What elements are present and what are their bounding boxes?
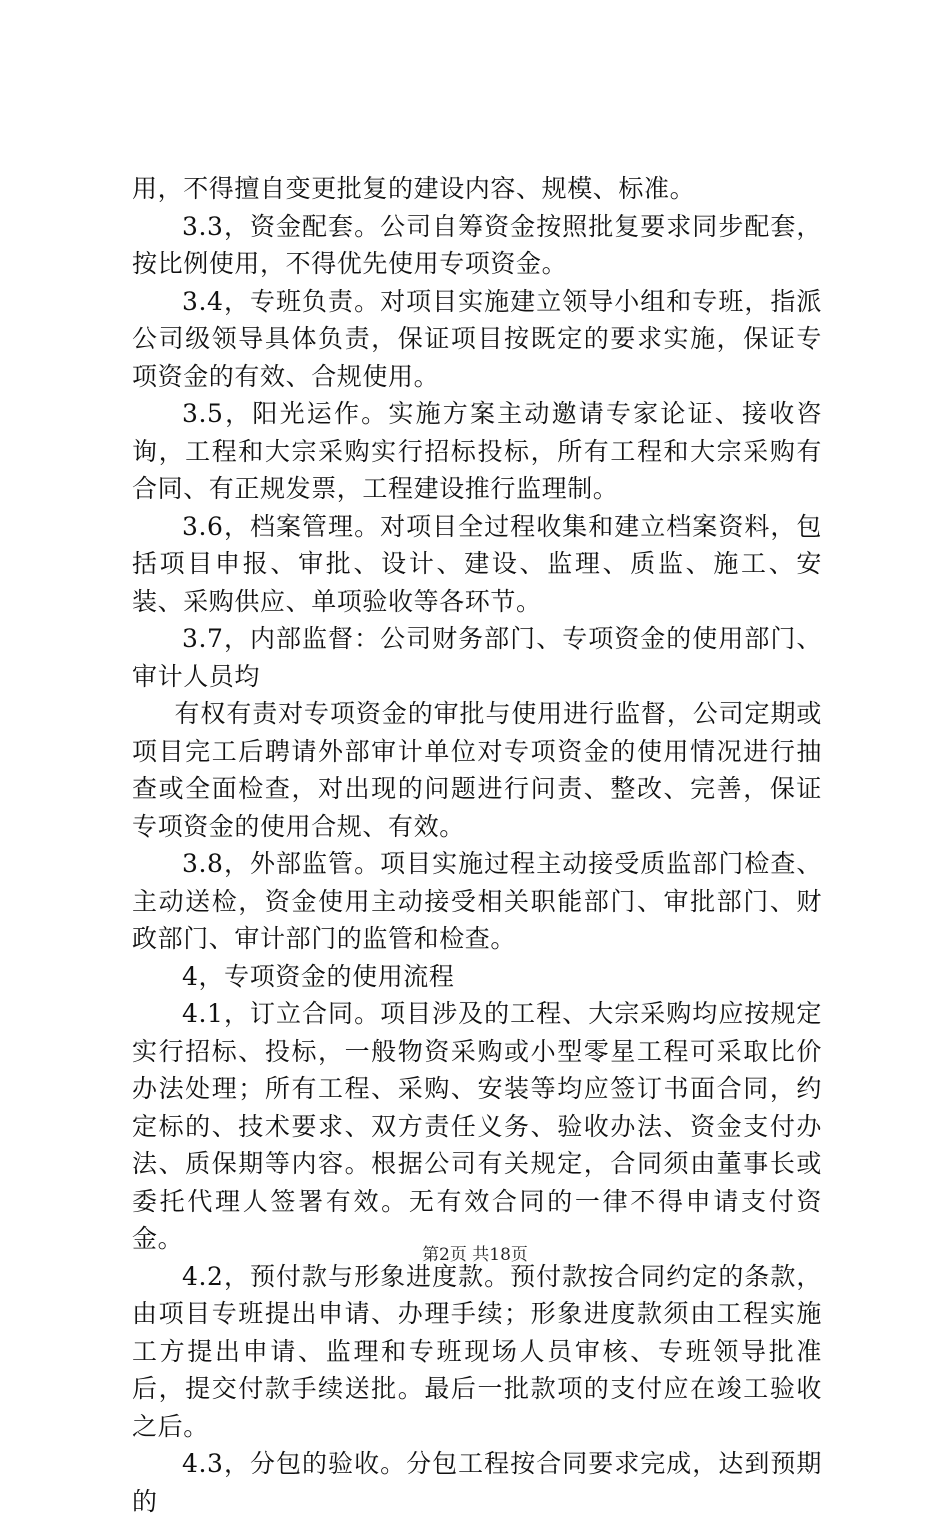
paragraph-3-5: 3.5，阳光运作。实施方案主动邀请专家论证、接收咨询，工程和大宗采购实行招标投标，所有工程和大宗采购有合同、有正规发票，工程建设推行监理制。 bbox=[132, 399, 822, 503]
document-body bbox=[132, 170, 822, 1520]
paragraph-3-6: 3.6，档案管理。对项目全过程收集和建立档案资料，包括项目申报、审批、设计、建设、监理、质监、施工、安装、采购供应、单项验收等各环节。 bbox=[132, 511, 822, 616]
paragraph-4-2: 4.2，预付款与形象进度款。预付款按合同约定的条款，由项目专班提出申请、办理手续；形象进度款须由工程实施工方提出申请、监理和专班现场人员审核、专班领导批准后，提交付款手续送批。最后一批款项的支付应在竣工验收之后。 bbox=[132, 1261, 822, 1441]
paragraph-3-3: 3.3，资金配套。公司自筹资金按照批复要求同步配套，按比例使用，不得优先使用专项资金。 bbox=[132, 211, 822, 278]
section-heading-4: 4，专项资金的使用流程 bbox=[182, 961, 455, 991]
paragraph-4-1: 4.1，订立合同。项目涉及的工程、大宗采购均应按规定实行招标、投标，一般物资采购或小型零星工程可采取比价办法处理；所有工程、采购、安装等均应签订书面合同，约定标的、技术要求、双方责任义务、验收办法、资金支付办法、质保期等内容。根据公司有关规定，合同须由董事长或委托代理人签署有效。无有效合同的一律不得申请支付资金。 bbox=[132, 999, 822, 1253]
paragraph-continuation: 用，不得擅自变更批复的建设内容、规模、标准。 bbox=[132, 174, 696, 203]
paragraph-3-4: 3.4，专班负责。对项目实施建立领导小组和专班，指派公司级领导具体负责，保证项目按既定的要求实施，保证专项资金的有效、合规使用。 bbox=[132, 286, 822, 391]
paragraph-3-7-continued: 有权有责对专项资金的审批与使用进行监督，公司定期或项目完工后聘请外部审计单位对专项资金的使用情况进行抽查或全面检查，对出现的问题进行问责、整改、完善，保证专项资金的使用合规、有效。 bbox=[132, 699, 822, 841]
paragraph-3-8: 3.8，外部监管。项目实施过程主动接受质监部门检查、主动送检，资金使用主动接受相关职能部门、审批部门、财政部门、审计部门的监管和检查。 bbox=[132, 849, 822, 953]
page-number-footer: 第2页 共18页 bbox=[422, 1245, 528, 1265]
paragraph-4-3: 4.3，分包的验收。分包工程按合同要求完成，达到预期的 bbox=[132, 1449, 822, 1516]
paragraph-3-7: 3.7，内部监督：公司财务部门、专项资金的使用部门、审计人员均 bbox=[132, 624, 822, 691]
